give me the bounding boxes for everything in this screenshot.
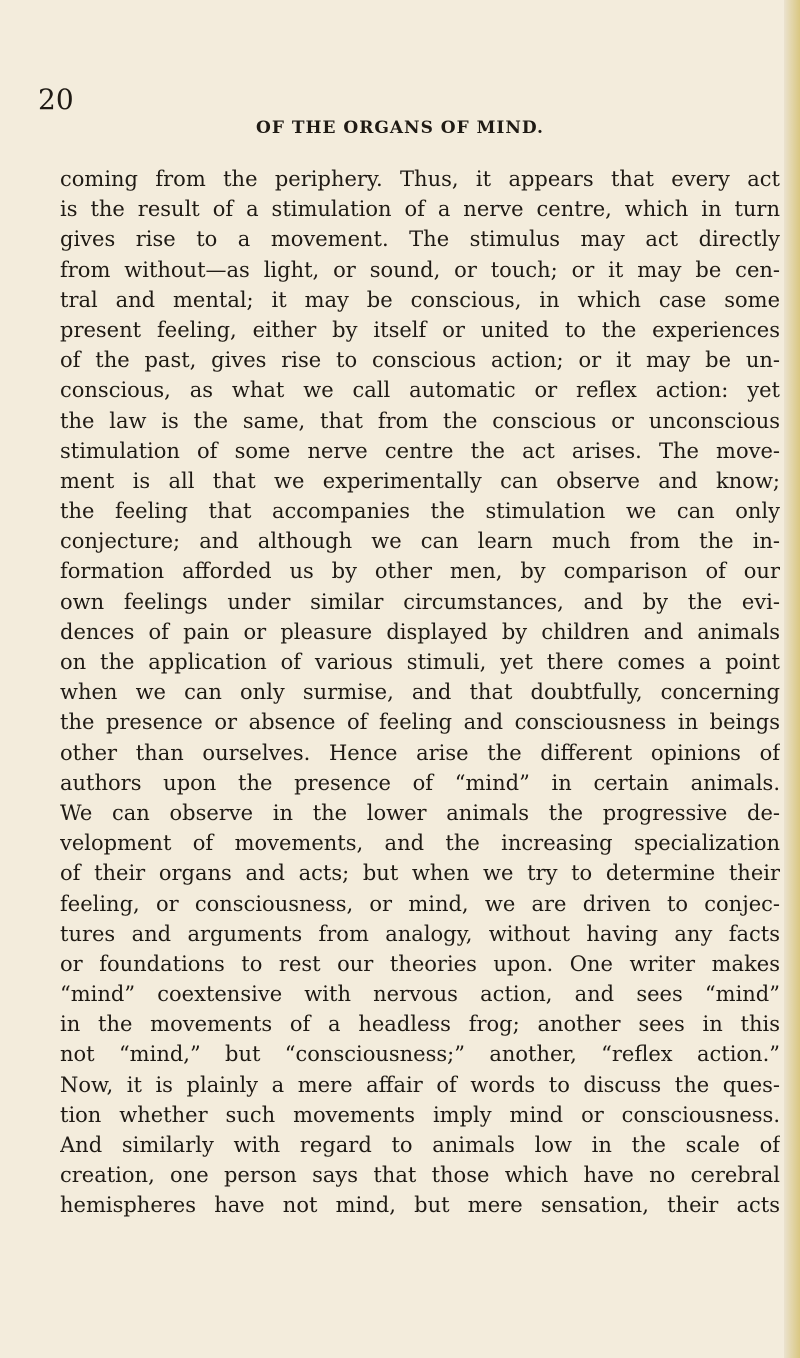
text-line: formation afforded us by other men, by comparison of our (60, 559, 780, 584)
text-line: in the movements of a headless frog; another sees in this (60, 1012, 780, 1037)
text-line: coming from the periphery. Thus, it appears that every act (60, 167, 780, 191)
text-line: on the application of various stimuli, yet there comes a point (60, 650, 780, 674)
text-line: other than ourselves. Hence arise the different opinions of (60, 740, 780, 765)
text-line: own feelings under similar circumstances, and by the evi- (60, 589, 780, 614)
text-line: of the past, gives rise to conscious action; or it may be un- (60, 348, 780, 373)
text-line: tion whether such movements imply mind or consciousness. (60, 1102, 780, 1127)
text-line: dences of pain or pleasure displayed by children and animals (60, 619, 780, 644)
text-line: tures and arguments from analogy, without having any facts (60, 921, 780, 946)
text-line: present feeling, either by itself or united to the experiences (60, 317, 780, 342)
text-line: not “mind,” but “consciousness;” another, “reflex action.” (60, 1042, 780, 1067)
text-line: conjecture; and although we can learn much from the in- (60, 529, 780, 554)
text-line: is the result of a stimulation of a nerve centre, which in turn (60, 197, 780, 222)
text-line: the feeling that accompanies the stimulation we can only (60, 499, 780, 524)
text-line: velopment of movements, and the increasing specialization (60, 831, 780, 856)
text-line: authors upon the presence of “mind” in certain animals. (60, 770, 780, 795)
text-line: creation, one person says that those which have no cerebral (60, 1163, 780, 1188)
body-text (60, 164, 780, 1221)
text-line: And similarly with regard to animals low in the scale of (60, 1133, 780, 1157)
running-head: OF THE ORGANS OF MIND. (256, 118, 544, 138)
text-line: feeling, or consciousness, or mind, we are driven to conjec- (60, 891, 780, 916)
page-edge (784, 0, 800, 1358)
text-line: gives rise to a movement. The stimulus may act directly (60, 227, 780, 252)
text-line: “mind” coextensive with nervous action, and sees “mind” (60, 982, 780, 1007)
text-line: tral and mental; it may be conscious, in which case some (60, 287, 780, 312)
text-line: ment is all that we experimentally can observe and know; (60, 468, 780, 493)
text-line: We can observe in the lower animals the progressive de- (60, 800, 780, 825)
text-line: of their organs and acts; but when we try to determine their (60, 861, 780, 886)
text-line: stimulation of some nerve centre the act arises. The move- (60, 438, 780, 463)
text-line: when we can only surmise, and that doubtfully, concerning (60, 680, 780, 705)
text-line: conscious, as what we call automatic or reflex action: yet (60, 378, 780, 403)
text-line: the law is the same, that from the conscious or unconscious (60, 408, 780, 433)
text-line: the presence or absence of feeling and consciousness in beings (60, 710, 780, 735)
text-line: Now, it is plainly a mere affair of words to discuss the ques- (60, 1072, 780, 1097)
text-line: hemispheres have not mind, but mere sensation, their acts (60, 1193, 780, 1218)
text-line: from without—as light, or sound, or touch; or it may be cen- (60, 257, 780, 282)
page-number: 20 (38, 83, 74, 116)
text-line: or foundations to rest our theories upon. One writer makes (60, 951, 780, 976)
